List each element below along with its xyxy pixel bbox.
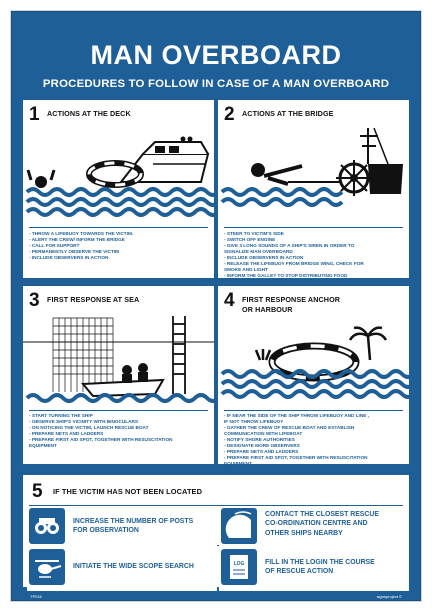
list-item: - RELEASE THE LIFEBUOY FROM BRIDGE WING, CHECK FOR [224,261,364,267]
section-title-line1: FIRST RESPONSE ANCHOR [242,295,341,304]
list-item: - START TURNING THE SHIP [29,413,93,418]
tile-text [265,510,405,538]
list-item: - INCLUDE OBSERVERS IN ACTION [29,255,109,261]
tile-text-line: FILL IN THE LOGIN THE COURSE [265,559,375,566]
list-item: - GIVE 3 LONG SOUNDS OF A SHIP'S SIREN IN ORDER TO [224,243,355,249]
footer-copyright: signsproject © [376,594,402,599]
list-item: - PREPARE FIRST AID SPOT, TOGETHER WITH RESUSCITATION [224,455,368,461]
tile-text-line: OF RESCUE ACTION [265,568,334,576]
action-tile [27,506,217,550]
sign-title: MAN OVERBOARD [90,40,342,70]
section-2-panel [218,100,409,278]
section-1-panel [23,100,214,278]
tile-text-line: INCREASE THE NUMBER OF POSTS [73,518,194,525]
radio-tower-icon [221,508,257,544]
list-item: - PREPARE NETS AND LADDERS [224,449,299,455]
list-item: COMMUNICATION WITH LIFEBOAT [224,431,303,437]
list-item: - ON NOTICING THE VICTIM, LAUNCH RESCUE BOAT [29,425,149,431]
logbook-icon-text: LOG [233,561,245,567]
action-list [29,231,209,261]
list-item: - STEER TO VICTIM'S SIDE [224,231,284,236]
tile-text-line: CONTACT THE CLOSEST RESCUE [265,511,379,518]
divider [29,227,208,228]
list-item: - INCLUDE OBSERVERS IN ACTION [224,255,304,261]
tile-text-line: CO-ORDINATION CENTRE AND [265,520,368,528]
list-item: SMOKE AND LIGHT [224,267,268,273]
logbook-icon [221,549,257,585]
list-item: - GATHER THE CREW OF RESCUE BOAT AND ESTABLISH [224,425,355,431]
lifebuoy-harbour-illustration [218,316,409,408]
section-number: 2 [224,104,235,125]
rescue-boat-ladder-illustration [23,312,214,408]
list-item: - ALERT THE CREW/ INFORM THE BRIDGE [29,237,125,243]
tile-text [265,558,405,577]
divider [224,227,403,228]
section-title-line2: OR HARBOUR [242,304,293,314]
list-item: EQUIPMENT [224,461,252,467]
ship-wheel-illustration [218,124,409,224]
list-item: - NOTIFY SHORE AUTHORITIES [224,437,295,443]
sign-subtitle: PROCEDURES TO FOLLOW IN CASE OF A MAN OVERBOARD [42,78,390,90]
list-item: EQUIPMENT [29,443,57,449]
section-number: 3 [29,290,40,311]
list-item: - IF NEAR THE SIDE OF THE SHIP THROW LIFEBUOY AND LINE , [224,413,369,418]
tile-text-line: FOR OBSERVATION [73,527,139,535]
tile-text-line: OTHER SHIPS NEARBY [265,529,343,537]
list-item: - PREPARE FIRST AID SPOT, TOGETHER WITH RESUSCITATION [29,437,173,443]
action-list [29,413,209,449]
section-title: ACTIONS AT THE BRIDGE [242,109,334,118]
section-title [242,295,340,314]
section-5-panel [23,475,409,587]
list-item: - SWITCH OFF ENGINE [224,237,276,243]
list-item: - THROW A LIFEBUOY TOWARDS THE VICTIM. [29,231,134,236]
lifebuoy-boat-illustration [23,124,214,224]
section-4-panel [218,286,409,467]
divider [29,410,208,411]
list-item: - PREPARE NETS AND LADDERS [29,431,104,437]
binoculars-icon [29,508,65,544]
section-title: IF THE VICTIM HAS NOT BEEN LOCATED [53,487,203,496]
action-tile [219,506,409,550]
list-item: - DESIGNATE MORE OBSERVERS [224,443,300,449]
section-number: 1 [29,104,40,125]
list-item: - CALL FOR SUPPORT [29,243,80,249]
list-item: - OBSERVE SHIP'S VICINITY WITH BINOCULARS [29,419,139,425]
section-title: FIRST RESPONSE AT SEA [47,295,140,304]
helicopter-icon [29,549,65,585]
list-item: IF NOT THROW LIFEBUOY [224,419,284,425]
tile-text [73,517,213,536]
tile-text [73,562,213,571]
list-item: - INFORM THE GALLEY TO STOP DISTRIBUTING FOOD [224,273,348,279]
section-number: 5 [32,481,43,502]
list-item: - PERMANENTLY OBSERVE THE VICTIM [29,249,120,255]
divider [224,410,403,411]
action-tile [27,547,217,591]
list-item: SIGNALIZE MAN OVERBOARD [224,249,293,255]
action-list [224,231,404,279]
tile-text-line: INITIATE THE WIDE SCOPE SEARCH [73,563,194,570]
footer-code: TP016 [30,594,42,599]
section-3-panel [23,286,214,464]
action-tile [219,547,409,591]
action-list [224,413,404,467]
section-title: ACTIONS AT THE DECK [47,109,131,118]
section-number: 4 [224,290,235,311]
